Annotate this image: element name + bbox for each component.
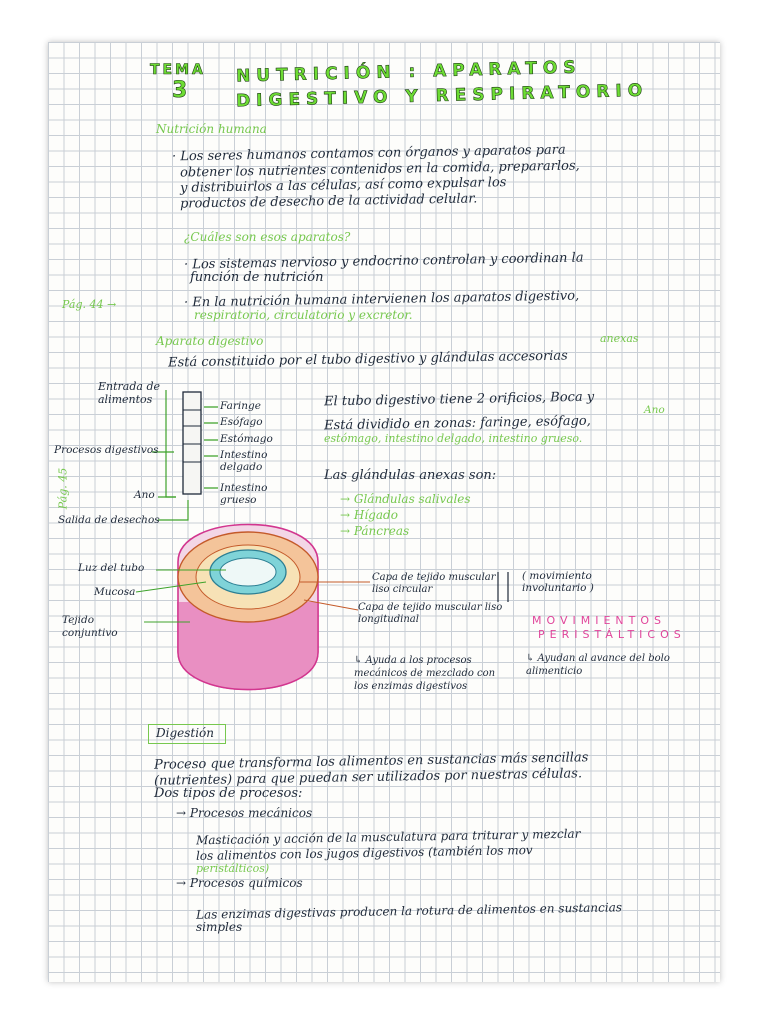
paragraph-line: productos de desecho de la actividad celular.	[179, 191, 478, 212]
label-capa-circular: Capa de tejido muscular liso circular	[372, 572, 496, 595]
label-movimiento: ( movimiento involuntario )	[522, 570, 594, 594]
label-movimientos: MOVIMIENTOS	[532, 614, 666, 627]
page-reference-44: Pág. 44 →	[62, 298, 117, 311]
label-capa-longitudinal: Capa de tejido muscular liso longitudinal	[358, 602, 503, 625]
notebook-page	[48, 42, 720, 982]
label-esofago: Esófago	[220, 416, 263, 428]
label-peristalticos: PERISTÁLTICOS	[538, 628, 686, 641]
intro-line: Está constituido por el tubo digestivo y glándulas accesorias	[167, 348, 568, 371]
label-mucosa: Mucosa	[94, 586, 136, 598]
paragraph-line: · Los sistemas nervioso y endocrino controlan y coordinan la	[183, 250, 584, 273]
paragraph-line: · En la nutrición humana intervienen los aparatos digestivo,	[183, 288, 580, 311]
paragraph-line: Masticación y acción de la musculatura para triturar y mezclar	[195, 826, 581, 848]
section-heading-aparato: Aparato digestivo	[156, 334, 264, 348]
anexas-note: anexas	[600, 332, 639, 345]
label-intestino-grueso: Intestino grueso	[220, 482, 268, 506]
bracket-line	[166, 390, 176, 497]
paragraph-line: peristálticos)	[196, 862, 270, 875]
right-text-line: estómago, intestino delgado, intestino grueso.	[324, 432, 583, 445]
paragraph-line: (nutrientes) para que puedan ser utilizados por nuestras células.	[153, 766, 583, 789]
paragraph-line: Las enzimas digestivas producen la rotura de alimentos en sustancias	[195, 900, 623, 922]
label-procesos: Procesos digestivos	[54, 444, 159, 456]
label-estomago: Estómago	[220, 433, 273, 445]
section-heading-digestion: Digestión	[156, 726, 215, 740]
paragraph-line: respiratorio, circulatorio y excretor.	[194, 308, 413, 322]
tube-body	[183, 392, 201, 494]
section-heading-nutricion: Nutrición humana	[156, 122, 267, 136]
gland-item: → Glándulas salivales	[340, 492, 471, 506]
label-luz: Luz del tubo	[78, 562, 145, 574]
tema-label: TEMA	[150, 62, 206, 78]
gland-item: → Páncreas	[340, 524, 410, 538]
page-reference-45: Pág. 45	[56, 467, 70, 510]
label-tejido: Tejido conjuntivo	[62, 614, 118, 639]
arrow-line	[204, 407, 218, 488]
right-text-line: El tubo digestivo tiene 2 orificios, Boca y	[323, 389, 595, 410]
note-ayuda-avance: ↳ Ayudan al avance del bolo alimenticio	[526, 653, 670, 677]
right-text-line: Está dividido en zonas: faringe, esófago,	[323, 413, 591, 434]
paragraph-line: función de nutrición	[190, 270, 324, 285]
paragraph-line: Dos tipos de procesos:	[154, 786, 303, 801]
note-ayuda-mezclado: ↳ Ayuda a los procesos mecánicos de mezclado con los enzimas digestivos	[354, 655, 496, 692]
tema-number: 3	[172, 78, 194, 103]
gland-item: → Hígado	[340, 508, 398, 522]
paragraph-line: los alimentos con los jugos digestivos (también los mov	[195, 843, 533, 863]
label-faringe: Faringe	[220, 400, 261, 412]
arrow-line	[158, 497, 188, 520]
page-title-line2: DIGESTIVO Y RESPIRATORIO	[235, 80, 649, 112]
label-entrada: Entrada de alimentos	[98, 380, 160, 406]
paragraph-line: y distribuirlos a las células, así como expulsar los	[179, 175, 507, 196]
paragraph-line: obtener los nutrientes contenidos en la comida, prepararlos,	[179, 158, 580, 181]
right-text-line: Las glándulas anexas son:	[324, 468, 497, 483]
paragraph-line: · Los seres humanos contamos con órganos y aparatos para	[171, 142, 566, 165]
label-salida: Salida de desechos	[58, 514, 160, 526]
subheading-mecanicos: → Procesos mecánicos	[176, 806, 313, 820]
lumen	[220, 558, 276, 586]
paragraph-line: Proceso que transforma los alimentos en sustancias más sencillas	[153, 750, 589, 773]
page-title-line1: NUTRICIÓN : APARATOS	[235, 57, 582, 87]
paragraph-line: simples	[196, 920, 243, 934]
question-line: ¿Cuáles son esos aparatos?	[184, 230, 351, 244]
subheading-quimicos: → Procesos químicos	[176, 876, 303, 890]
label-ano: Ano	[134, 489, 155, 501]
right-text-line: Ano	[644, 404, 665, 416]
label-intestino-delgado: Intestino delgado	[220, 449, 268, 473]
